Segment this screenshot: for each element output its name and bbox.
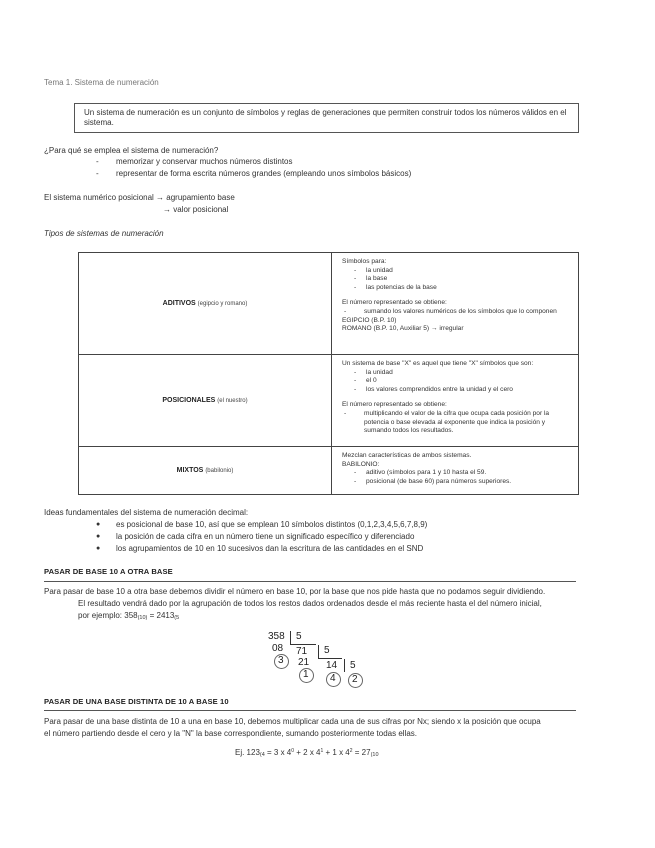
- aditivos-desc: [332, 253, 579, 355]
- types-title: Tipos de sistemas de numeración: [44, 229, 164, 238]
- ex-e0: 0: [291, 748, 295, 754]
- pos-rep-text: multiplicando el valor de la cifra que ocupa cada posición por la potencia o base elevada al exponente que indica la posición y sumando todos los resultados.: [364, 409, 550, 435]
- p3-mid: = 2413: [147, 611, 175, 620]
- base-3: 5: [350, 660, 356, 671]
- types-table: [78, 252, 579, 495]
- aditivos-cell: [79, 253, 332, 355]
- ex-d: = 27: [352, 748, 371, 757]
- section2-title: PASAR DE UNA BASE DISTINTA DE 10 A BASE 10: [44, 697, 229, 706]
- section1-p3: [78, 610, 179, 624]
- division-line: [290, 644, 316, 645]
- section2-example: [235, 746, 379, 761]
- symbol-item: - las potencias de la base: [354, 283, 437, 291]
- rep-title: El número representado se obtiene:: [342, 299, 447, 307]
- remainder-2: 1: [303, 669, 309, 680]
- mix-item: - posicional (de base 60) para números superiores.: [354, 477, 512, 485]
- mix-text: aditivo (símbolos para 1 y 10 hasta el 59.: [366, 469, 487, 477]
- pos-intro: Un sistema de base "X" es aquel que tiene "X" símbolos que son:: [342, 360, 534, 367]
- mixtos-paren: (babilonio): [205, 468, 234, 474]
- mixtos-desc: [332, 447, 579, 495]
- aditivos-paren: (egipcio y romano): [197, 301, 248, 307]
- table-row-posicionales: [79, 355, 579, 447]
- symbols-title: Símbolos para:: [342, 258, 387, 265]
- remainder-3: 4: [330, 673, 336, 684]
- quotient-2: 14: [326, 660, 338, 671]
- symbol-text: la unidad: [366, 266, 393, 274]
- symbol-text: la base: [366, 275, 388, 283]
- mixtos-name: MIXTOS: [176, 467, 204, 474]
- page-header: Tema 1. Sistema de numeración: [44, 78, 159, 87]
- ex-sub: (4: [259, 752, 265, 758]
- division-bar: [290, 631, 291, 644]
- ex-sub2: (10: [370, 752, 379, 758]
- use-text: memorizar y conservar muchos números distintos: [116, 157, 293, 166]
- posicionales-name: POSICIONALES: [162, 397, 216, 404]
- mix-intro: Mezclan características de ambos sistemas.: [342, 452, 472, 459]
- section2-p1: Para pasar de una base distinta de 10 a una en base 10, debemos multiplicar cada una de sus cifras por Nx; siendo x la posición que ocupa: [44, 717, 541, 726]
- pos-rep-item: - multiplicando el valor de la cifra que ocupa cada posición por la potencia o base elevada al exponente que indica la posición y sumando todos los resultados.: [344, 409, 550, 435]
- ex-e2: 2: [349, 748, 353, 754]
- section2-p2: el número partiendo desde el cero y la "N" la base correspondiente, sumando posteriormente todas ellas.: [44, 729, 418, 738]
- dividend-1: 358: [268, 631, 285, 642]
- table-row-mixtos: [79, 447, 579, 495]
- bullet-dot: ●: [96, 533, 101, 540]
- idea-item: [96, 519, 428, 530]
- section1-title: PASAR DE BASE 10 A OTRA BASE: [44, 567, 173, 576]
- section2-rule: [44, 710, 576, 711]
- rep-text: sumando los valores numéricos de los símbolos que lo componen: [364, 307, 557, 315]
- mix-text: posicional (de base 60) para números superiores.: [366, 477, 512, 485]
- dash-bullet: -: [96, 157, 99, 166]
- romano-line: ROMANO (B.P. 10, Auxiliar 5) → irregular: [342, 325, 464, 333]
- dash-bullet: -: [96, 169, 99, 178]
- pos-item: - la unidad: [354, 368, 393, 376]
- section1-p2: El resultado vendrá dado por la agrupación de todos los restos dados ordenados desde el más reciente hasta el del número inicial,: [78, 599, 542, 608]
- section1-rule: [44, 581, 576, 582]
- use-item: [96, 156, 293, 167]
- division-bar: [318, 645, 319, 658]
- ex-e1: 1: [320, 748, 324, 754]
- ex-c: + 1 x 4: [323, 748, 350, 757]
- idea-text: es posicional de base 10, así que se emplean 10 símbolos distintos (0,1,2,3,4,5,6,7,8,9): [116, 520, 428, 529]
- posicionales-cell: [79, 355, 332, 447]
- symbol-text: las potencias de la base: [366, 283, 437, 291]
- pos-text: los valores comprendidos entre la unidad y el cero: [366, 385, 513, 393]
- idea-item: [96, 531, 415, 542]
- remainder-1: 3: [278, 655, 284, 666]
- base-1: 5: [296, 631, 302, 642]
- quotient-1: 71: [296, 646, 308, 657]
- symbol-item: - la base: [354, 275, 388, 283]
- positional-line2: → valor posicional: [163, 205, 229, 214]
- pos-text: el 0: [366, 377, 377, 385]
- ex-pre: Ej. 123: [235, 748, 260, 757]
- positional-line1: El sistema numérico posicional → agrupamiento base: [44, 193, 235, 202]
- division-line: [318, 658, 342, 659]
- pos-item: - el 0: [354, 377, 377, 385]
- idea-text: los agrupamientos de 10 en 10 sucesivos dan la escritura de las cantidades en el SND: [116, 544, 424, 553]
- ex-b: + 2 x 4: [294, 748, 321, 757]
- section1-p1: Para pasar de base 10 a otra base debemos dividir el número en base 10, por la base que nos pide hasta que no podamos seguir dividiendo.: [44, 587, 546, 596]
- quotient-3: 2: [352, 674, 358, 685]
- idea-item: [96, 543, 424, 554]
- p3-sub1: (10): [137, 615, 148, 621]
- posicionales-desc: [332, 355, 579, 447]
- division-bar: [344, 659, 345, 672]
- mix-item: - aditivo (símbolos para 1 y 10 hasta el 59.: [354, 469, 487, 477]
- question: ¿Para qué se emplea el sistema de numeración?: [44, 146, 219, 155]
- use-item: [96, 168, 411, 179]
- pos-rep-title: El número representado se obtiene:: [342, 401, 447, 409]
- ex-a: = 3 x 4: [264, 748, 292, 757]
- aditivos-name: ADITIVOS: [162, 300, 196, 307]
- partial-remainder-2: 21: [298, 657, 310, 668]
- table-row-aditivos: [79, 253, 579, 355]
- symbol-item: - la unidad: [354, 266, 393, 274]
- mix-sub: BABILONIO:: [342, 460, 380, 468]
- rep-item: - sumando los valores numéricos de los símbolos que lo componen: [344, 307, 557, 315]
- partial-remainder: 08: [272, 643, 284, 654]
- p3-sub2: (5: [174, 615, 180, 621]
- bullet-dot: ●: [96, 545, 101, 552]
- pos-item: - los valores comprendidos entre la unidad y el cero: [354, 385, 513, 393]
- definition-box: Un sistema de numeración es un conjunto de símbolos y reglas de generaciones que permiten construir todos los números válidos en el sistema.: [74, 103, 579, 133]
- posicionales-paren: (el nuestro): [217, 398, 248, 404]
- idea-text: la posición de cada cifra en un número tiene un significado específico y diferenciado: [116, 532, 415, 541]
- pos-text: la unidad: [366, 368, 393, 376]
- egipcio-line: EGIPCIO (B.P. 10): [342, 316, 397, 324]
- use-text: representar de forma escrita números grandes (empleando unos símbolos básicos): [116, 169, 412, 178]
- division-diagram: [262, 628, 372, 690]
- ideas-title: Ideas fundamentales del sistema de numeración decimal:: [44, 508, 249, 517]
- bullet-dot: ●: [96, 521, 101, 528]
- base-2: 5: [324, 645, 330, 656]
- p3-pre: por ejemplo: 358: [78, 611, 138, 620]
- mixtos-cell: [79, 447, 332, 495]
